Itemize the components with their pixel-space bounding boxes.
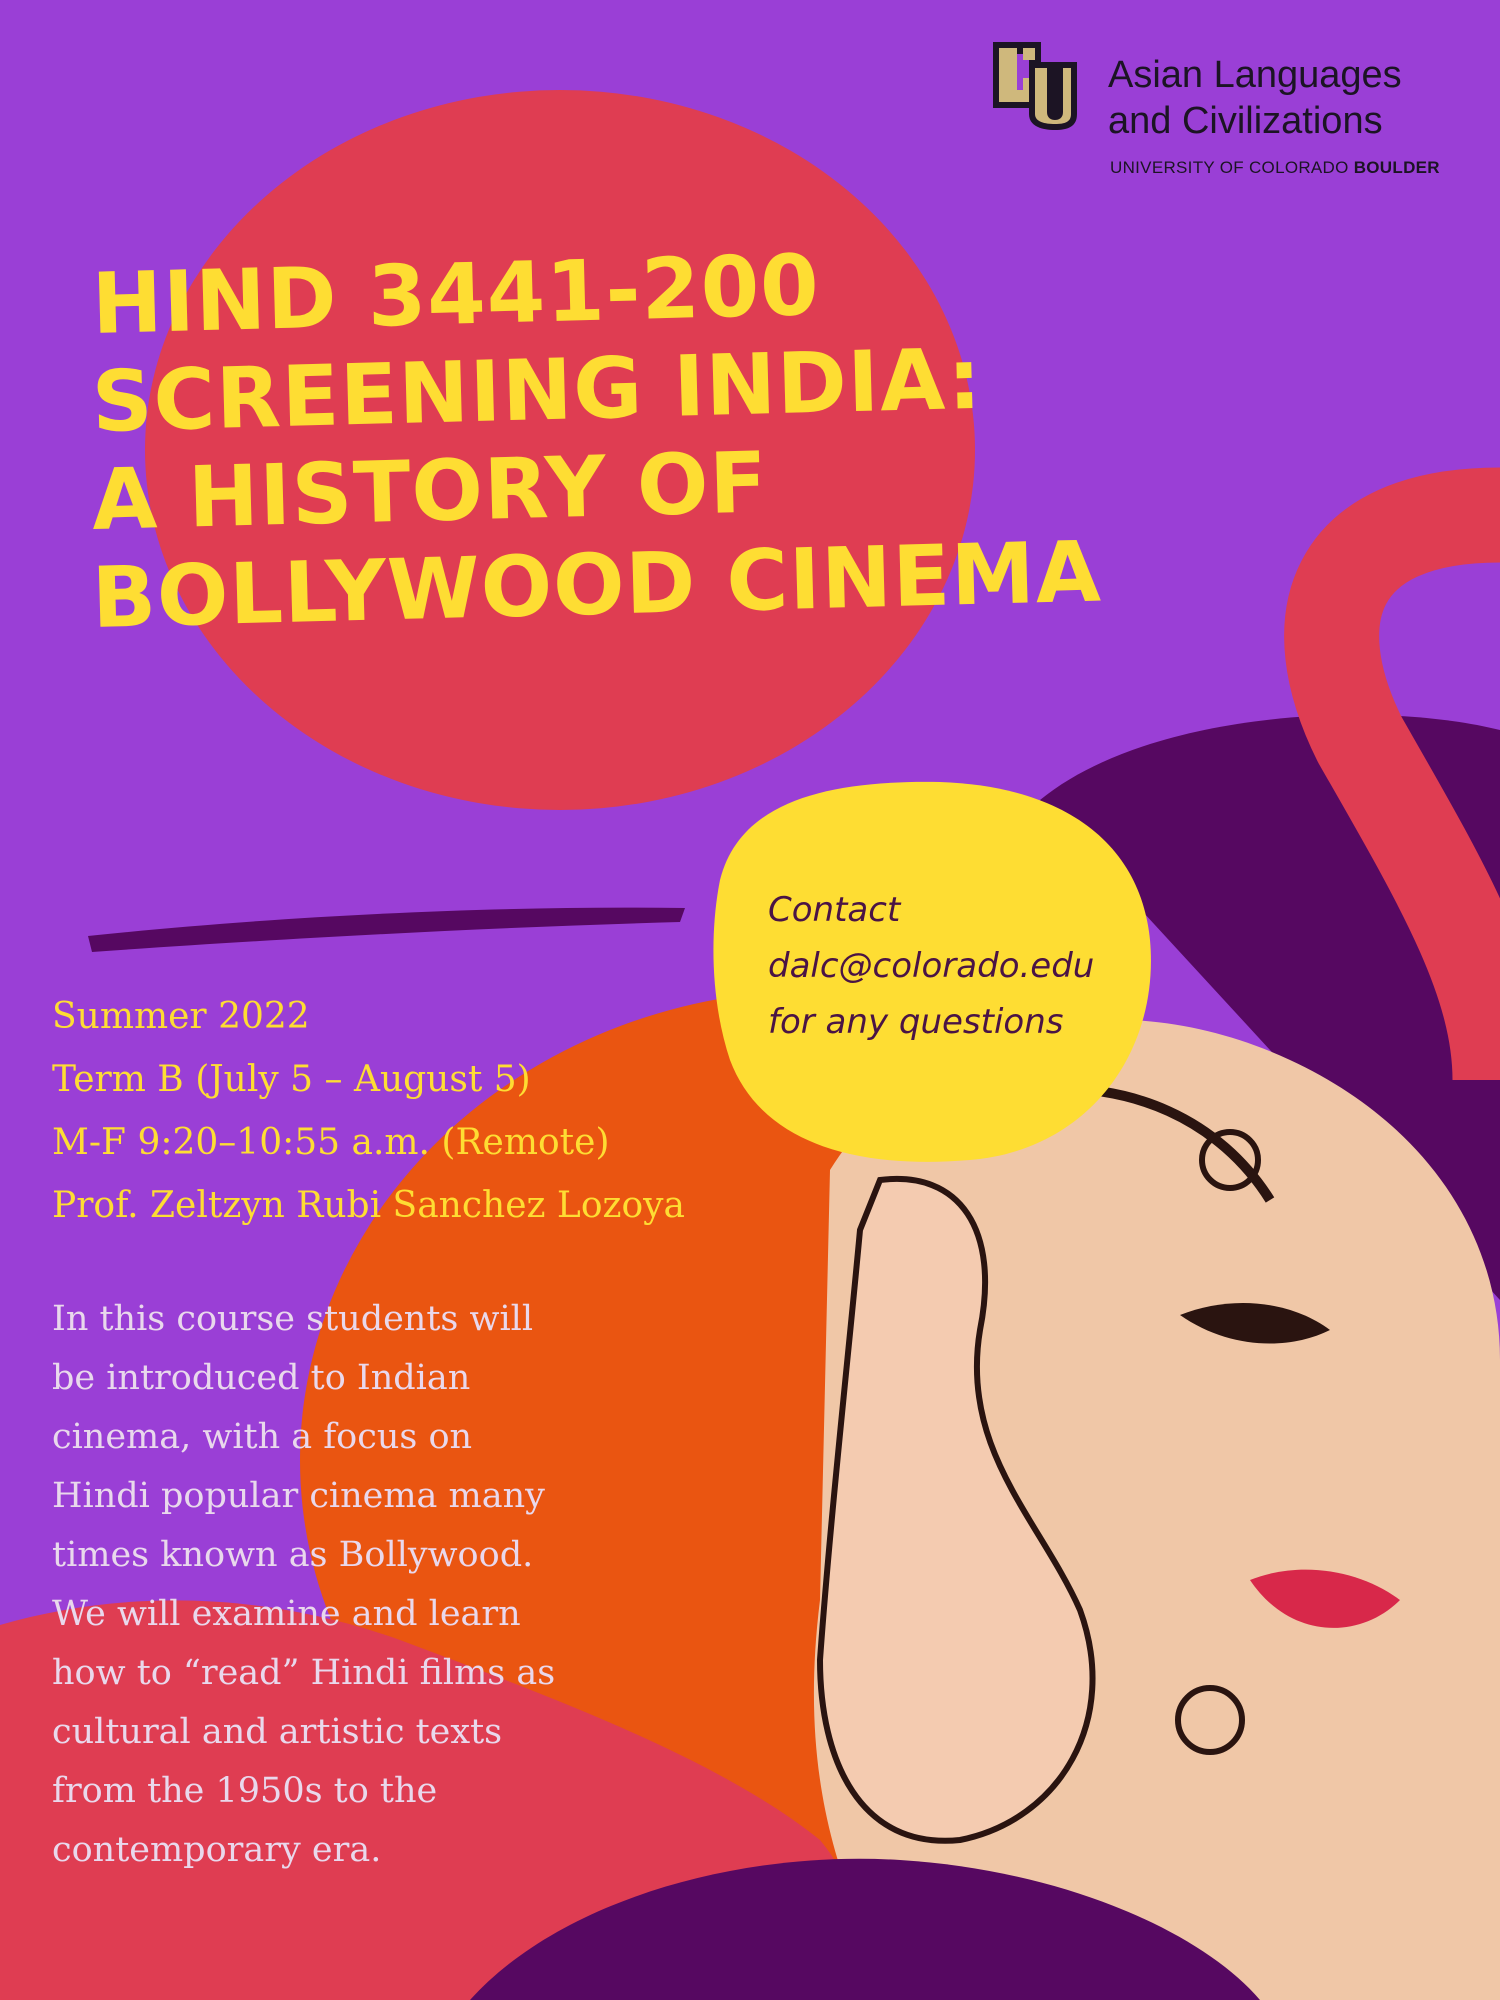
schedule: M-F 9:20–10:55 a.m. (Remote) <box>52 1122 610 1163</box>
contact-info <box>768 882 1098 1050</box>
course-title <box>90 235 1192 647</box>
description-line: be introduced to Indian <box>52 1358 471 1398</box>
department-name <box>1108 52 1488 144</box>
contact-note: for any questions <box>768 1002 1064 1042</box>
instructor: Prof. Zeltzyn Rubi Sanchez Lozoya <box>52 1185 685 1226</box>
description-line: how to “read” Hindi films as <box>52 1653 556 1693</box>
term-dates: Term B (July 5 – August 5) <box>52 1059 531 1100</box>
title-line: HIND 3441-200 <box>90 235 821 353</box>
university-campus: BOULDER <box>1353 158 1440 177</box>
description-line: Hindi popular cinema many <box>52 1476 545 1516</box>
description-line: In this course students will <box>52 1299 534 1339</box>
contact-email-link[interactable]: dalc@colorado.edu <box>768 946 1095 986</box>
description-line: contemporary era. <box>52 1830 382 1870</box>
course-details <box>52 985 812 1237</box>
cu-logo-icon <box>985 34 1085 134</box>
description-line: from the 1950s to the <box>52 1771 438 1811</box>
woman-illustration <box>814 1019 1500 2000</box>
contact-label: Contact <box>768 890 901 930</box>
university-prefix: UNIVERSITY OF COLORADO <box>1110 158 1349 177</box>
university-name <box>1110 158 1490 178</box>
description-line: cinema, with a focus on <box>52 1417 473 1457</box>
brush-stroke <box>88 908 685 952</box>
department-name-line2: and Civilizations <box>1108 100 1383 142</box>
title-line: A HISTORY OF <box>90 433 770 549</box>
description-line: times known as Bollywood. <box>52 1535 534 1575</box>
semester: Summer 2022 <box>52 996 310 1037</box>
title-line: BOLLYWOOD CINEMA <box>90 522 1103 647</box>
department-name-line1: Asian Languages <box>1108 54 1402 96</box>
description-line: We will examine and learn <box>52 1594 521 1634</box>
description-line: cultural and artistic texts <box>52 1712 503 1752</box>
course-description <box>52 1290 662 1880</box>
title-line: SCREENING INDIA: <box>90 329 984 451</box>
